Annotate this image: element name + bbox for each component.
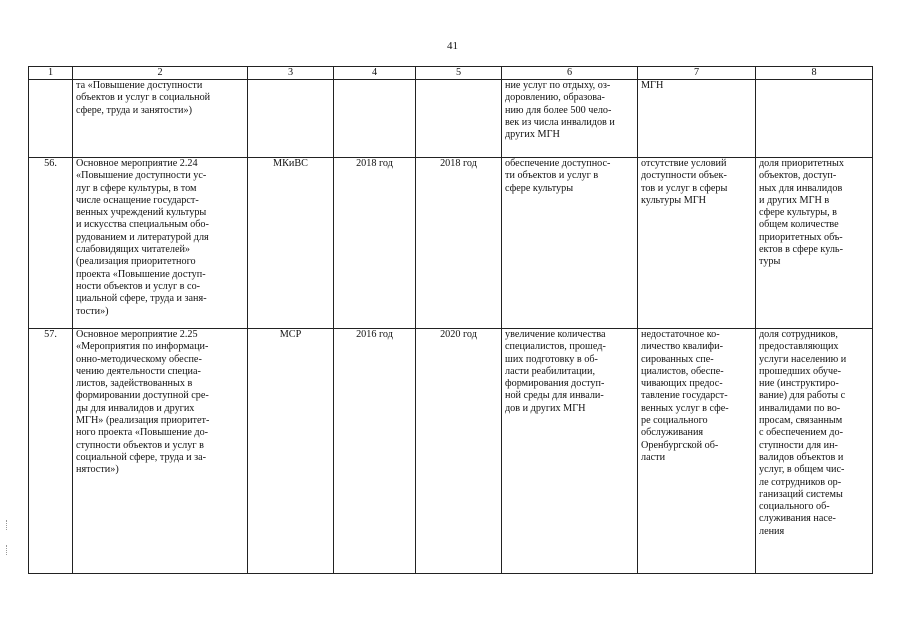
document-table [28, 66, 873, 574]
end-year-cell: 2020 год [416, 329, 502, 574]
scan-margin-mark [6, 520, 9, 530]
expected-result-cell: увеличение количества специалистов, прошед- ших подготовку в об- ласти реабилитации, формирования доступ- ной среды для инвали- дов и других МГН [502, 329, 638, 574]
row-number-cell: 57. [29, 329, 73, 574]
column-header: 6 [502, 67, 638, 80]
activity-name-cell: та «Повышение доступности объектов и услуг в социальной сфере, труда и занятости») [73, 80, 248, 158]
column-header: 4 [334, 67, 416, 80]
column-header: 5 [416, 67, 502, 80]
end-year-cell [416, 80, 502, 158]
table-header-row [29, 67, 873, 80]
scan-margin-mark [6, 545, 9, 555]
start-year-cell [334, 80, 416, 158]
consequence-cell: МГН [638, 80, 756, 158]
executor-cell: МКиВС [248, 158, 334, 329]
indicator-cell: доля сотрудников, предоставляющих услуги населению и прошедших обуче- ние (инструктиро- вание) для работы с инвалидами по во- просам, связанным с обеспечением до- ступности для ин- валидов объектов и услуг, в общем чис- ле сотрудников ор- ганизаций системы социального об- служивания насе- ления [756, 329, 873, 574]
executor-cell: МСР [248, 329, 334, 574]
table-row [29, 329, 873, 574]
indicator-cell: доля приоритетных объектов, доступ- ных для инвалидов и других МГН в сфере культуры, в общем количестве приоритетных объ- ектов в сфере куль- туры [756, 158, 873, 329]
end-year-cell: 2018 год [416, 158, 502, 329]
page-number: 41 [447, 40, 458, 52]
column-header: 2 [73, 67, 248, 80]
activity-name-cell: Основное мероприятие 2.25 «Мероприятия по информаци- онно-методическому обеспе- чению деятельности специа- листов, задействованных в формировании доступной сре- ды для инвалидов и других МГН» (реализация приоритет- ного проекта «Повышение до- ступности объектов и услуг в социальной сфере, труда и за- нятости») [73, 329, 248, 574]
expected-result-cell: обеспечение доступнос- ти объектов и услуг в сфере культуры [502, 158, 638, 329]
expected-result-cell: ние услуг по отдыху, оз- доровлению, образова- нию для более 500 чело- век из числа инвалидов и других МГН [502, 80, 638, 158]
table-row [29, 80, 873, 158]
table-row [29, 158, 873, 329]
start-year-cell: 2016 год [334, 329, 416, 574]
row-number-cell: 56. [29, 158, 73, 329]
indicator-cell [756, 80, 873, 158]
start-year-cell: 2018 год [334, 158, 416, 329]
consequence-cell: недостаточное ко- личество квалифи- cированных спе- циалистов, обеспе- чивающих предос- тавление государст- венных услуг в сфе- ре социального обслуживания Оренбургской об- ласти [638, 329, 756, 574]
executor-cell [248, 80, 334, 158]
column-header: 3 [248, 67, 334, 80]
consequence-cell: отсутствие условий доступности объек- тов и услуг в сферы культуры МГН [638, 158, 756, 329]
activity-name-cell: Основное мероприятие 2.24 «Повышение доступности ус- луг в сфере культуры, в том числе оснащение государст- венных учреждений культуры и искусства специальным обо- рудованием и литературой для слабовидящих читателей» (реализация приоритетного проекта «Повышение доступ- ности объектов и услуг в со- циальной сфере, труда и заня- тости») [73, 158, 248, 329]
column-header: 8 [756, 67, 873, 80]
row-number-cell [29, 80, 73, 158]
column-header: 7 [638, 67, 756, 80]
column-header: 1 [29, 67, 73, 80]
